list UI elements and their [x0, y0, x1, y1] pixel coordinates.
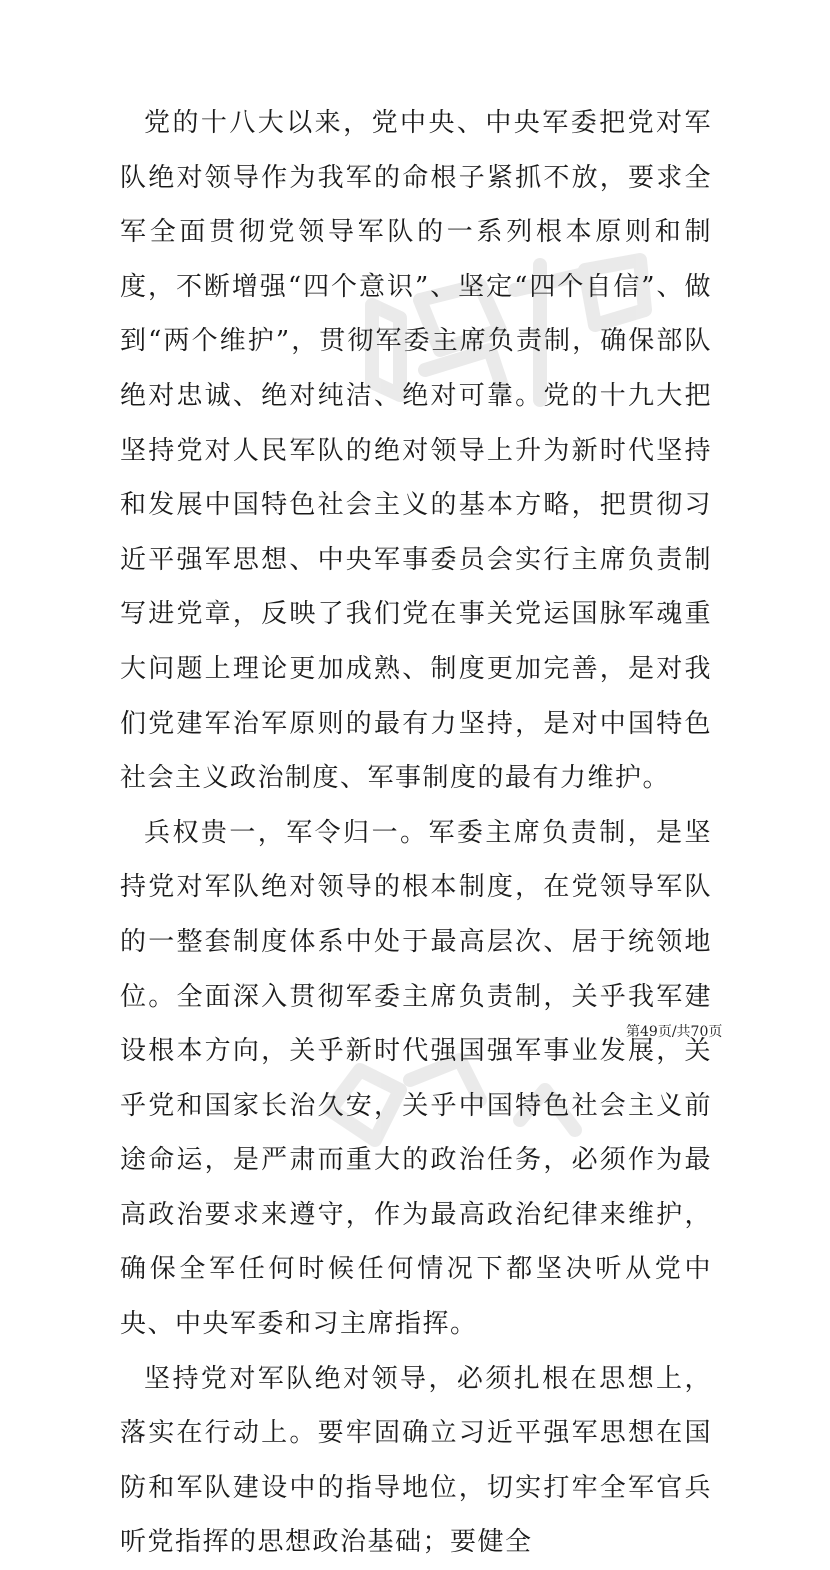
paragraph: 党的十八大以来，党中央、中央军委把党对军队绝对领导作为我军的命根子紧抓不放，要求全军全面贯彻党领导军队的一系列根本原则和制度，不断增强“四个意识”、坚定“四个自信”、做到“两个维护”，贯彻军委主席负责制，确保部队绝对忠诚、绝对纯洁、绝对可靠。党的十九大把坚持党对人民军队的绝对领导上升为新时代坚持和发展中国特色社会主义的基本方略，把贯彻习近平强军思想、中央军事委员会实行主席负责制写进党章，反映了我们党在事关党运国脉军魂重大问题上理论更加成熟、制度更加完善，是对我们党建军治军原则的最有力坚持，是对中国特色社会主义政治制度、军事制度的最有力维护。 [120, 108, 712, 794]
paragraph: 坚持党对军队绝对领导，必须扎根在思想上，落实在行动上。要牢固确立习近平强军思想在国防和军队建设中的指导地位，切实打牢全军官兵听党指挥的思想政治基础；要健全 [120, 1363, 712, 1558]
paragraph: 兵权贵一，军令归一。军委主席负责制，是坚持党对军队绝对领导的根本制度，在党领导军队的一整套制度体系中处于最高层次、居于统领地位。全面深入贯彻军委主席负责制，关乎我军建设根本方向，关乎新时代强国强军事业发展，关乎党和国家长治久安，关乎中国特色社会主义前途命运，是严肃而重大的政治任务，必须作为最高政治要求来遵守，作为最高政治纪律来维护，确保全军任何时候任何情况下都坚决听从党中央、中央军委和习主席指挥。 [120, 817, 712, 1340]
body-text [120, 96, 712, 1570]
page-number: 第49页/共70页 [626, 1024, 723, 1040]
